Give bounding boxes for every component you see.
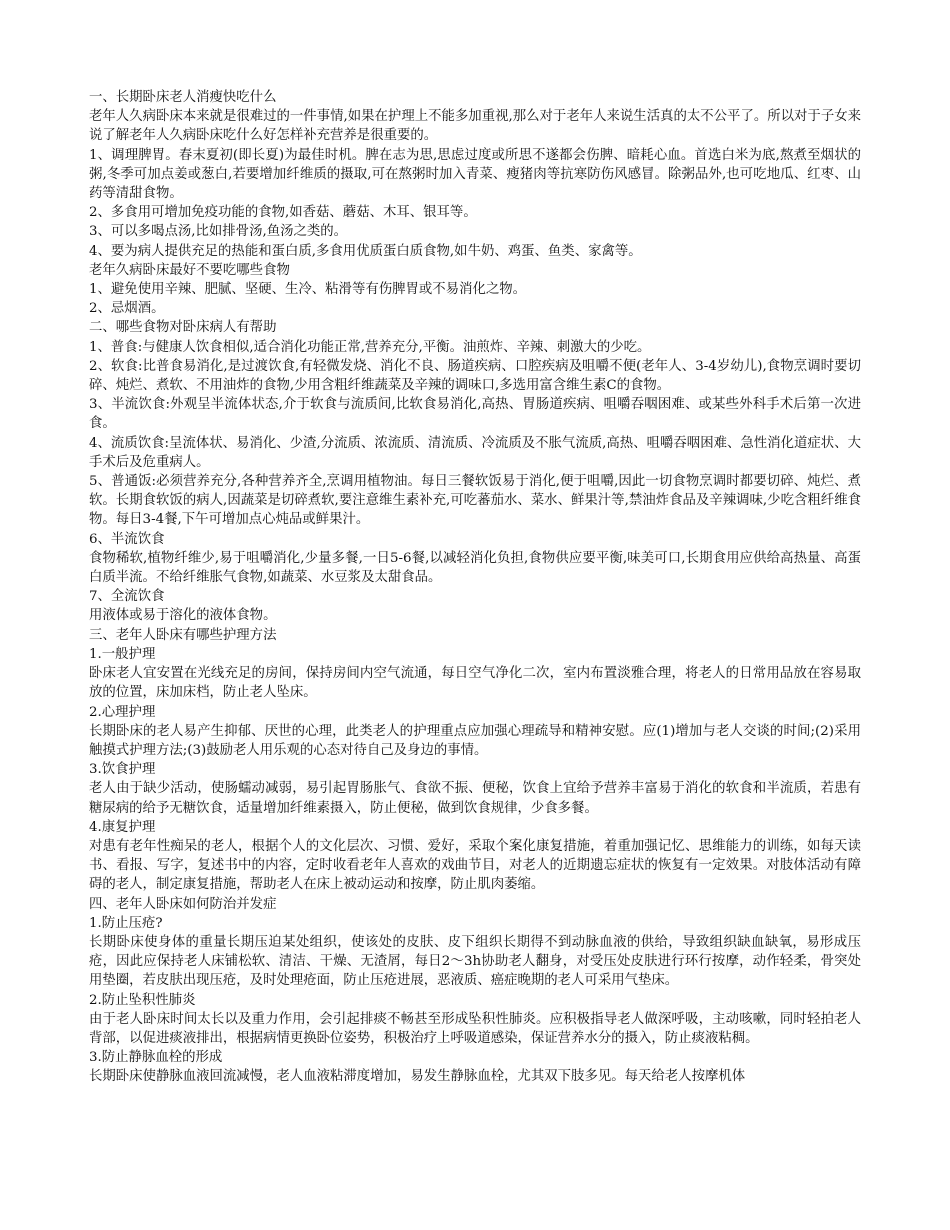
heading-section-4: 四、老年人卧床如何防治并发症	[89, 896, 277, 912]
list-item-spleen: 1、调理脾胃。春末夏初(即长夏)为最佳时机。脾在志为思,思虑过度或所思不遂都会伤脾、暗耗心血。首选白米为底,熬煮至烟状的粥,冬季可加点姜或葱白,若要增加纤维质的摄取,可在熬粥时加入青菜、瘦猪肉等抗寒防伤风感冒。除粥品外,也可吃地瓜、红枣、山药等清甜食物。	[89, 147, 861, 202]
paragraph-general-care: 卧床老人宜安置在光线充足的房间，保持房间内空气流通，每日空气净化二次，室内布置淡雅合理，将老人的日常用品放在容易取放的位置，床加床档，防止老人坠床。	[89, 666, 861, 701]
heading-section-1: 一、长期卧床老人消瘦快吃什么	[89, 90, 277, 105]
heading-section-2: 二、哪些食物对卧床病人有帮助	[89, 320, 277, 336]
list-item-immune-food: 2、多食用可增加免疫功能的食物,如香菇、蘑菇、木耳、银耳等。	[89, 205, 477, 221]
heading-pneumonia: 2.防止坠积性肺炎	[89, 992, 196, 1008]
heading-general-care: 1.一般护理	[89, 646, 156, 662]
paragraph-intro: 老年人久病卧床本来就是很难过的一件事情,如果在护理上不能多加重视,那么对于老年人来说生活真的太不公平了。所以对于子女来说了解老年人久病卧床吃什么好怎样补充营养是很重要的。	[89, 109, 861, 144]
list-item-regular-diet: 1、普食:与健康人饮食相似,适合消化功能正常,营养充分,平衡。油煎炸、辛辣、刺激大的少吃。	[89, 339, 651, 355]
heading-avoid-foods: 老年久病卧床最好不要吃哪些食物	[89, 262, 290, 278]
paragraph-rehab-care: 对患有老年性痴呆的老人，根据个人的文化层次、习惯、爱好，采取个案化康复措施，着重加强记忆、思维能力的训练，如每天读书、看报、写字，复述书中的内容，定时收看老年人喜欢的戏曲节目，对老人的近期遗忘症状的恢复有一定效果。对肢体活动有障碍的老人，制定康复措施，帮助老人在床上被动运动和按摩，防止肌肉萎缩。	[89, 838, 861, 893]
list-item-soft-diet: 2、软食:比普食易消化,是过渡饮食,有轻微发烧、消化不良、肠道疾病、口腔疾病及咀嚼不便(老年人、3-4岁幼儿),食物烹调时要切碎、炖烂、煮软、不用油炸的食物,少用含粗纤维蔬菜及辛辣的调味口,多选用富含维生素C的食物。	[89, 358, 861, 394]
list-item-avoid-spicy: 1、避免使用辛辣、肥腻、坚硬、生冷、粘滑等有伤脾胃或不易消化之物。	[89, 282, 527, 298]
list-item-ordinary-rice: 5、普通饭:必须营养充分,各种营养齐全,烹调用植物油。每日三餐软饭易于消化,便于咀嚼,因此一切食物烹调时都要切碎、炖烂、煮软。长期食软饭的病人,因蔬菜是切碎煮软,要注意维生素补充,可吃蕃茄水、菜水、鲜果汁等,禁油炸食品及辛辣调味,少吃含粗纤维食物。每日3-4餐,下午可增加点心炖品或鲜果汁。	[89, 474, 861, 528]
heading-diet-care: 3.饮食护理	[89, 762, 156, 778]
paragraph-pressure-sore: 长期卧床使身体的重量长期压迫某处组织，使该处的皮肤、皮下组织长期得不到动脉血液的供给，导致组织缺血缺氧，易形成压疮，因此应保持老人床铺松软、清洁、干燥、无渣屑，每日2～3h协助老人翻身，对受压处皮肤进行环行按摩，动作轻柔，骨突处用垫圈，若皮肤出现压疮，及时处理疮面，防止压疮进展，恶液质、癌症晚期的老人可采用气垫床。	[89, 934, 861, 989]
list-item-soup: 3、可以多喝点汤,比如排骨汤,鱼汤之类的。	[89, 224, 348, 240]
paragraph-diet-care: 老人由于缺少活动，使肠蠕动减弱，易引起胃肠胀气、食欲不振、便秘，饮食上宜给予营养丰富易于消化的软食和半流质，若患有糖尿病的给予无糖饮食，适量增加纤维素摄入，防止便秘，做到饮食规律，少食多餐。	[89, 781, 861, 816]
heading-pressure-sore: 1.防止压疮?	[89, 915, 163, 931]
heading-thrombosis: 3.防止静脉血栓的形成	[89, 1050, 223, 1066]
document-page	[89, 88, 861, 1087]
paragraph-psych-care: 长期卧床的老人易产生抑郁、厌世的心理，此类老人的护理重点应加强心理疏导和精神安慰。应(1)增加与老人交谈的时间;(2)采用触摸式护理方法;(3)鼓励老人用乐观的心态对待自己及身边的事情。	[89, 723, 861, 758]
heading-full-liquid: 7、全流饮食	[89, 589, 165, 605]
paragraph-full-liquid: 用液体或易于溶化的液体食物。	[89, 608, 277, 624]
paragraph-pneumonia: 由于老人卧床时间太长以及重力作用，会引起排痰不畅甚至形成坠积性肺炎。应积极指导老人做深呼吸，主动咳嗽，同时轻拍老人背部，以促进痰液排出，根据病情更换卧位姿势，积极治疗上呼吸道感染，保证营养水分的摄入，防止痰液粘稠。	[89, 1011, 861, 1046]
list-item-avoid-tobacco: 2、忌烟酒。	[89, 301, 165, 317]
list-item-semi-liquid: 3、半流饮食:外观呈半流体状态,介于软食与流质间,比软食易消化,高热、胃肠道疾病、咀嚼吞咽困难、或某些外科手术后第一次进食。	[89, 397, 861, 432]
list-item-protein: 4、要为病人提供充足的热能和蛋白质,多食用优质蛋白质食物,如牛奶、鸡蛋、鱼类、家禽等。	[89, 243, 642, 259]
heading-section-3: 三、老年人卧床有哪些护理方法	[89, 627, 277, 643]
paragraph-thrombosis: 长期卧床使静脉血液回流减慢，老人血液粘滞度增加，易发生静脉血栓，尤其双下肢多见。每天给老人按摩机体	[89, 1069, 746, 1085]
heading-rehab-care: 4.康复护理	[89, 819, 156, 835]
heading-semi-liquid: 6、半流饮食	[89, 531, 165, 547]
heading-psych-care: 2.心理护理	[89, 704, 156, 720]
list-item-liquid: 4、流质饮食:呈流体状、易消化、少渣,分流质、浓流质、清流质、冷流质及不胀气流质,高热、咀嚼吞咽困难、急性消化道症状、大手术后及危重病人。	[89, 435, 861, 470]
paragraph-semi-liquid: 食物稀软,植物纤维少,易于咀嚼消化,少量多餐,一日5-6餐,以减轻消化负担,食物供应要平衡,味美可口,长期食用应供给高热量、高蛋白质半流。不给纤维胀气食物,如蔬菜、水豆浆及太甜食品。	[89, 550, 861, 586]
